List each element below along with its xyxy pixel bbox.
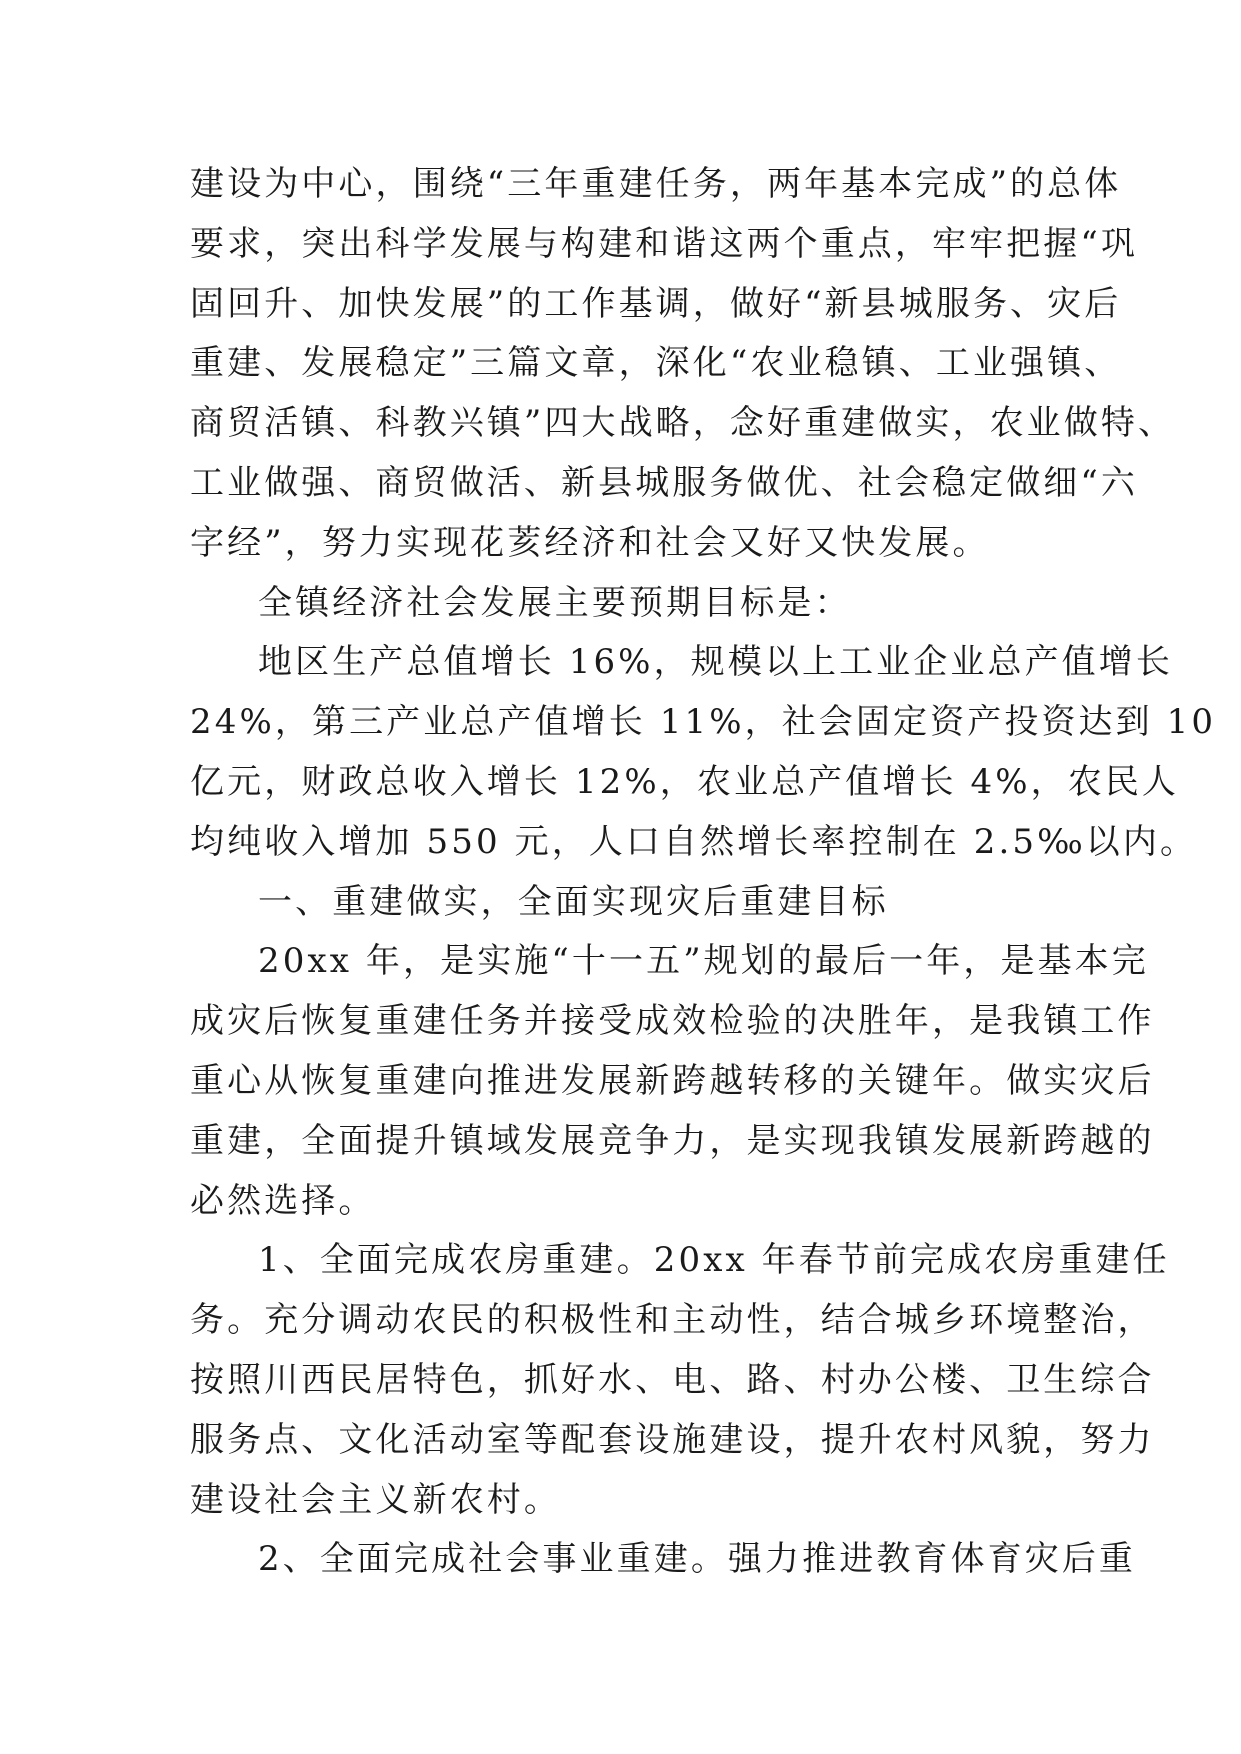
text-line: 全镇经济社会发展主要预期目标是：: [258, 582, 852, 623]
text-line: 必然选择。: [190, 1180, 376, 1221]
text-line: 要求，突出科学发展与构建和谐这两个重点，牢牢把握“巩: [190, 223, 1138, 264]
text-line: 成灾后恢复重建任务并接受成效检验的决胜年，是我镇工作: [190, 1001, 1155, 1042]
section-heading: [190, 873, 1060, 933]
text-line: 重建、发展稳定”三篇文章，深化“农业稳镇、工业强镇、: [190, 343, 1122, 384]
text-line: 商贸活镇、科教兴镇”四大战略，念好重建做实，农业做特、: [190, 403, 1176, 444]
text-line: 20xx 年，是实施“十一五”规划的最后一年，是基本完: [258, 941, 1149, 982]
text-line: 建设为中心，围绕“三年重建任务，两年基本完成”的总体: [190, 164, 1122, 204]
paragraph-3: [190, 633, 1217, 872]
text-line: 固回升、加快发展”的工作基调，做好“新县城服务、灾后: [190, 283, 1122, 324]
text-line: 重心从恢复重建向推进发展新跨越转移的关键年。做实灾后: [190, 1060, 1155, 1101]
text-line: 2、全面完成社会事业重建。强力推进教育体育灾后重: [258, 1539, 1137, 1580]
text-line: 地区生产总值增长 16%，规模以上工业企业总产值增长: [258, 642, 1173, 683]
text-line: 均纯收入增加 550 元，人口自然增长率控制在 2.5‰以内。: [190, 821, 1198, 862]
text-line: 24%，第三产业总产值增长 11%，社会固定资产投资达到 10: [190, 702, 1217, 743]
paragraph-1: [190, 155, 1176, 574]
text-line: 按照川西民居特色，抓好水、电、路、村办公楼、卫生综合: [190, 1359, 1155, 1400]
paragraph-5: [190, 932, 1155, 1231]
document-body: [190, 155, 1217, 1590]
paragraph-7: [190, 1530, 1137, 1590]
paragraph-2: [190, 574, 1060, 634]
text-line: 重建，全面提升镇域发展竞争力，是实现我镇发展新跨越的: [190, 1120, 1155, 1161]
text-line: 服务点、文化活动室等配套设施建设，提升农村风貌，努力: [190, 1419, 1155, 1460]
text-line: 亿元，财政总收入增长 12%，农业总产值增长 4%，农民人: [190, 761, 1180, 802]
text-line: 字经”，努力实现花荄经济和社会又好又快发展。: [190, 522, 990, 563]
text-line: 1、全面完成农房重建。20xx 年春节前完成农房重建任: [258, 1240, 1170, 1281]
text-line: 一、重建做实，全面实现灾后重建目标: [258, 881, 889, 922]
text-line: 工业做强、商贸做活、新县城服务做优、社会稳定做细“六: [190, 462, 1138, 503]
text-line: 建设社会主义新农村。: [190, 1479, 561, 1520]
text-line: 务。充分调动农民的积极性和主动性，结合城乡环境整治，: [190, 1300, 1155, 1341]
paragraph-6: [190, 1231, 1170, 1530]
